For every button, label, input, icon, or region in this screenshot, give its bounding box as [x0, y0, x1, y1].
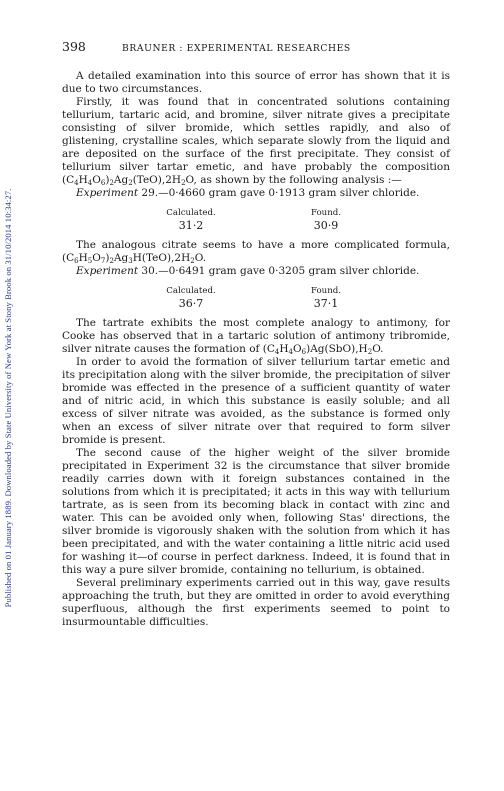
experiment-30-line — [62, 265, 450, 278]
page-header — [62, 40, 450, 55]
found-column — [296, 208, 356, 233]
paragraph-4: The tartrate exhibits the most complete analogy to antimony, for Cooke has observed that in a tartaric solution of antimony tribromide, silver nitrate causes the formation of $(C_4H_4O_6)Ag(SbO),H_2O$. — [62, 317, 450, 356]
results-table-29 — [62, 208, 450, 233]
paragraph-2 — [62, 96, 450, 187]
found-heading: Found. — [311, 286, 341, 296]
calculated-heading: Calculated. — [166, 208, 216, 218]
experiment-29-text: 29.—0·4660 gram gave 0·1913 gram silver chloride. — [138, 187, 420, 199]
download-watermark-strip — [0, 0, 14, 791]
paragraph-1: A detailed examination into this source of error has shown that it is due to two circumstances. — [62, 70, 450, 95]
experiment-29-label: Experiment — [76, 187, 139, 199]
calculated-value: 31·2 — [178, 219, 204, 232]
found-column — [296, 286, 356, 311]
paragraph-3: The analogous citrate seems to have a more complicated formula, $(C_6H_5O_7)_2Ag_3H(TeO),2H_2O$. — [62, 239, 450, 265]
found-heading: Found. — [311, 208, 341, 218]
page-body — [62, 40, 450, 629]
paragraph-7: Several preliminary experiments carried out in this way, gave results approaching the truth, but they are omitted in order to avoid everything superfluous, although the first experiments seemed to point to insurmountable difficulties. — [62, 577, 450, 628]
formula-silver-tartrate: $(C_4H_4O_6)_2Ag_2(TeO),2H_2O$, as shown by the following analysis :— — [62, 174, 402, 187]
paragraph-5: In order to avoid the formation of silver tellurium tartar emetic and its precipitation along with the silver bromide, the precipitation of silver bromide was effected in the presence of a sufficient quantity of water and of nitric acid, in which this substance is easily soluble; and all excess of silver nitrate was avoided, as the substance is formed only when an excess of silver nitrate over that required to form silver bromide is present. — [62, 356, 450, 446]
formula-silver-citrate: $(C_6H_5O_7)_2Ag_3H(TeO),2H_2O$. — [62, 252, 207, 265]
calculated-column — [146, 208, 236, 233]
paragraph-2-text: Firstly, it was found that in concentrated solutions containing tellurium, tartaric acid, and bromine, silver nitrate gives a precipitate consisting of silver bromide, which settles rapidly, and also of glistening, crystalline scales, which separate slowly from the liquid and are deposited on the surface of the first precipitate. They consist of tellurium silver tartar emetic, and have probably the composition — [62, 96, 450, 173]
experiment-30-label: Experiment — [76, 265, 139, 277]
found-value: 30·9 — [313, 219, 339, 232]
paragraph-6: The second cause of the higher weight of the silver bromide precipitated in Experiment 32 is the circumstance that silver bromide readily carries down with it foreign substances contained in the solutions from which it is precipitated; it acts in this way with tellurium tartrate, as is seen from its becoming black in contact with zinc and water. This can be avoided only when, following Stas' directions, the silver bromide is vigorously shaken with the solution from which it has been precipitated, and with the water containing a little nitric acid used for washing it—of course in perfect darkness. Indeed, it is found that in this way a pure silver bromide, containing no tellurium, is obtained. — [62, 447, 450, 576]
calculated-column — [146, 286, 236, 311]
calculated-value: 36·7 — [178, 297, 204, 310]
running-title: BRAUNER : EXPERIMENTAL RESEARCHES — [122, 43, 351, 54]
page-number: 398 — [62, 39, 86, 54]
formula-antimony-compound: $(C_4H_4O_6)Ag(SbO),H_2O$. — [262, 343, 384, 356]
calculated-heading: Calculated. — [166, 286, 216, 296]
found-value: 37·1 — [313, 297, 339, 310]
experiment-30-text: 30.—0·6491 gram gave 0·3205 gram silver chloride. — [138, 265, 420, 277]
download-watermark: Published on 01 January 1889. Downloaded by State University of New York at Stony Brook on 31/10/2014 10:34:27. — [3, 188, 13, 608]
experiment-29-line — [62, 187, 450, 200]
results-table-30 — [62, 286, 450, 311]
